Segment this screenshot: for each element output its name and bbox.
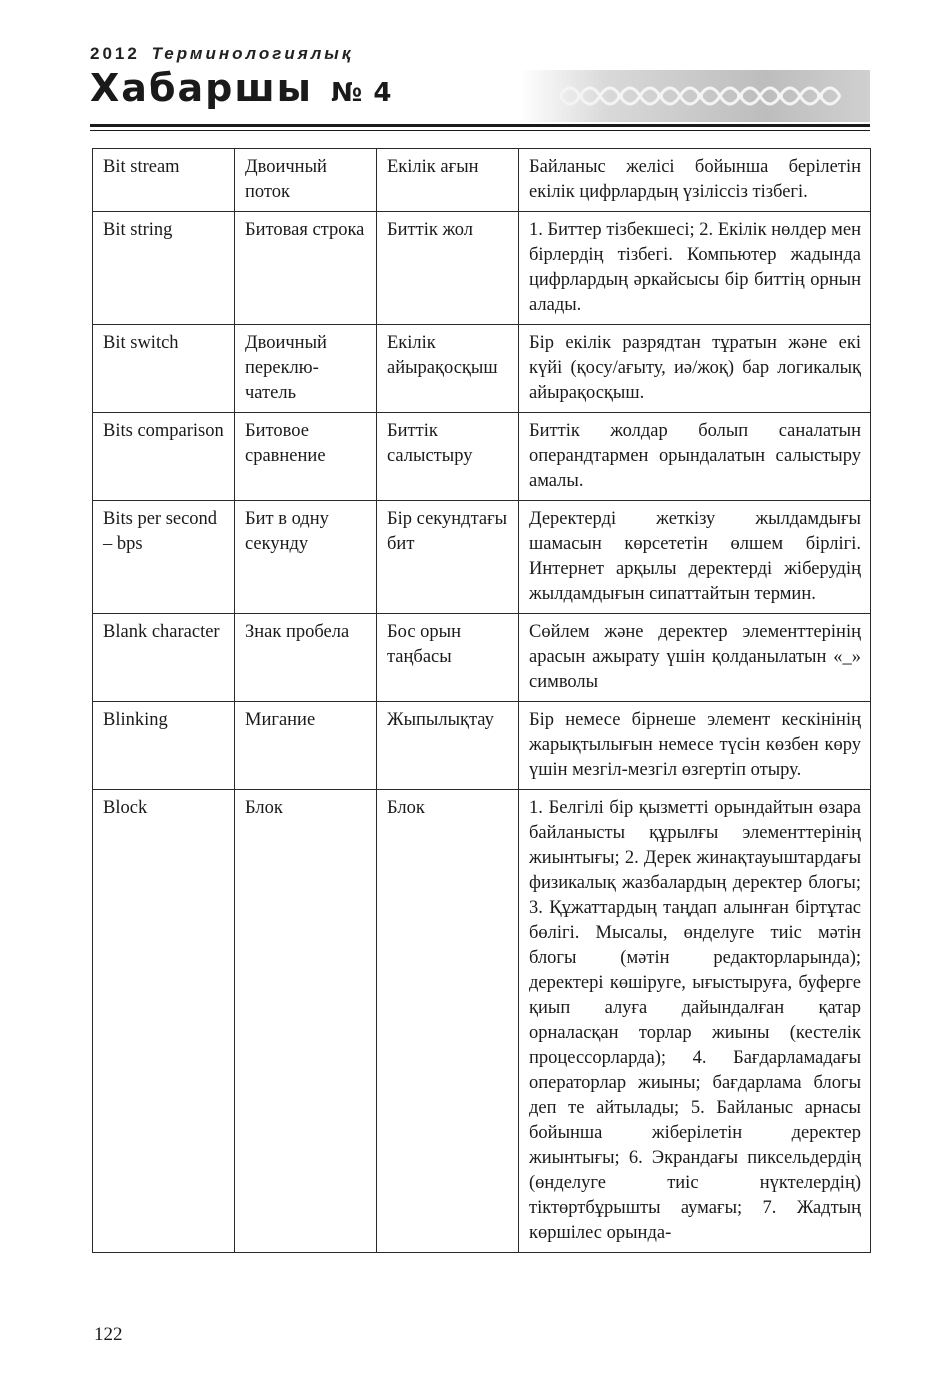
term-kazakh: Бір секундтағы бит <box>377 501 519 614</box>
header-rule-thin <box>90 130 870 131</box>
term-definition: Деректерді жеткізу жылдамдығы шамасын көрсететін өлшем бірлігі. Интернет арқылы деректерді жіберудің жылдамдығын сипаттайтын термин. <box>519 501 871 614</box>
term-russian: Мигание <box>235 702 377 790</box>
terminology-table <box>92 148 871 1253</box>
table-row <box>93 149 871 212</box>
term-kazakh: Екілік ағын <box>377 149 519 212</box>
term-english: Block <box>93 790 235 1253</box>
term-kazakh: Екілік айырақосқыш <box>377 325 519 413</box>
term-russian: Двоичный поток <box>235 149 377 212</box>
term-russian: Знак пробела <box>235 614 377 702</box>
term-english: Bits per second – bps <box>93 501 235 614</box>
table-row <box>93 790 871 1253</box>
term-definition: Биттік жолдар болып саналатын операндтармен орындалатын салыстыру амалы. <box>519 413 871 501</box>
page-header <box>90 44 870 129</box>
journal-year: 2012 <box>90 44 140 63</box>
term-english: Bit string <box>93 212 235 325</box>
term-kazakh: Жыпылықтау <box>377 702 519 790</box>
table-row <box>93 501 871 614</box>
term-definition: Бір немесе бірнеше элемент кескінінің жарықтылығын немесе түсін көзбен көру үшін мезгіл-мезгіл өзгертіп отыру. <box>519 702 871 790</box>
term-russian: Битовое сравнение <box>235 413 377 501</box>
term-kazakh: Биттік жол <box>377 212 519 325</box>
ornament-pattern-icon <box>520 70 870 122</box>
term-english: Bits comparison <box>93 413 235 501</box>
term-definition: Сөйлем және деректер элементтерінің арасын ажырату үшін қолданылатын «_» символы <box>519 614 871 702</box>
journal-name: Хабаршы <box>90 66 314 110</box>
term-russian: Бит в одну секунду <box>235 501 377 614</box>
header-rule-thick <box>90 124 870 127</box>
issue-number: № 4 <box>331 78 393 108</box>
table-row <box>93 212 871 325</box>
term-english: Blinking <box>93 702 235 790</box>
table-row <box>93 614 871 702</box>
term-english: Bit switch <box>93 325 235 413</box>
term-definition: Байланыс желісі бойынша берілетін екілік цифрлардың үзіліссіз тізбегі. <box>519 149 871 212</box>
term-kazakh: Биттік салыстыру <box>377 413 519 501</box>
term-definition: 1. Белгілі бір қызметті орындайтын өзара байланысты құрылғы элементтерінің жиынтығы; 2. Дерек жинақтауыштардағы физикалық жазбалардың деректер блогы; 3. Құжаттардың таңдап алынған біртұтас бөлігі. Мысалы, өнделуге тиіс мәтін блогы (мәтін редакторларында); деректері көшіруге, ығыстыруға, буферге қиып алуға дайындалған қатар орналасқан торлар жиыны (кестелік процессорларда); 4. Бағдарламадағы операторлар жиыны; бағдарлама блогы деп те айтылады; 5. Байланыс арнасы бойынша жіберілетін деректер жиынтығы; 6. Экрандағы пиксельдердің (өнделуге тиіс нүктелердің) тіктөртбұрышты аумағы; 7. Жадтың көршілес орында- <box>519 790 871 1253</box>
journal-title-top <box>90 44 353 64</box>
term-english: Blank character <box>93 614 235 702</box>
table-row <box>93 702 871 790</box>
journal-title-line1: Терминологиялық <box>151 44 354 63</box>
term-russian: Блок <box>235 790 377 1253</box>
journal-title-main <box>90 66 392 110</box>
term-kazakh: Блок <box>377 790 519 1253</box>
term-russian: Двоичный переклю-чатель <box>235 325 377 413</box>
term-kazakh: Бос орын таңбасы <box>377 614 519 702</box>
term-russian: Битовая строка <box>235 212 377 325</box>
table-row <box>93 413 871 501</box>
term-definition: 1. Биттер тізбекшесі; 2. Екілік нөлдер мен бірлердің тізбегі. Компьютер жадында цифрлардың әркайсысы бір биттің орнын алады. <box>519 212 871 325</box>
table-row <box>93 325 871 413</box>
term-english: Bit stream <box>93 149 235 212</box>
term-definition: Бір екілік разрядтан тұратын және екі күйі (қосу/ағыту, иә/жоқ) бар логикалық айырақосқыш. <box>519 325 871 413</box>
ornament-band <box>520 70 870 122</box>
page-number: 122 <box>94 1324 123 1345</box>
